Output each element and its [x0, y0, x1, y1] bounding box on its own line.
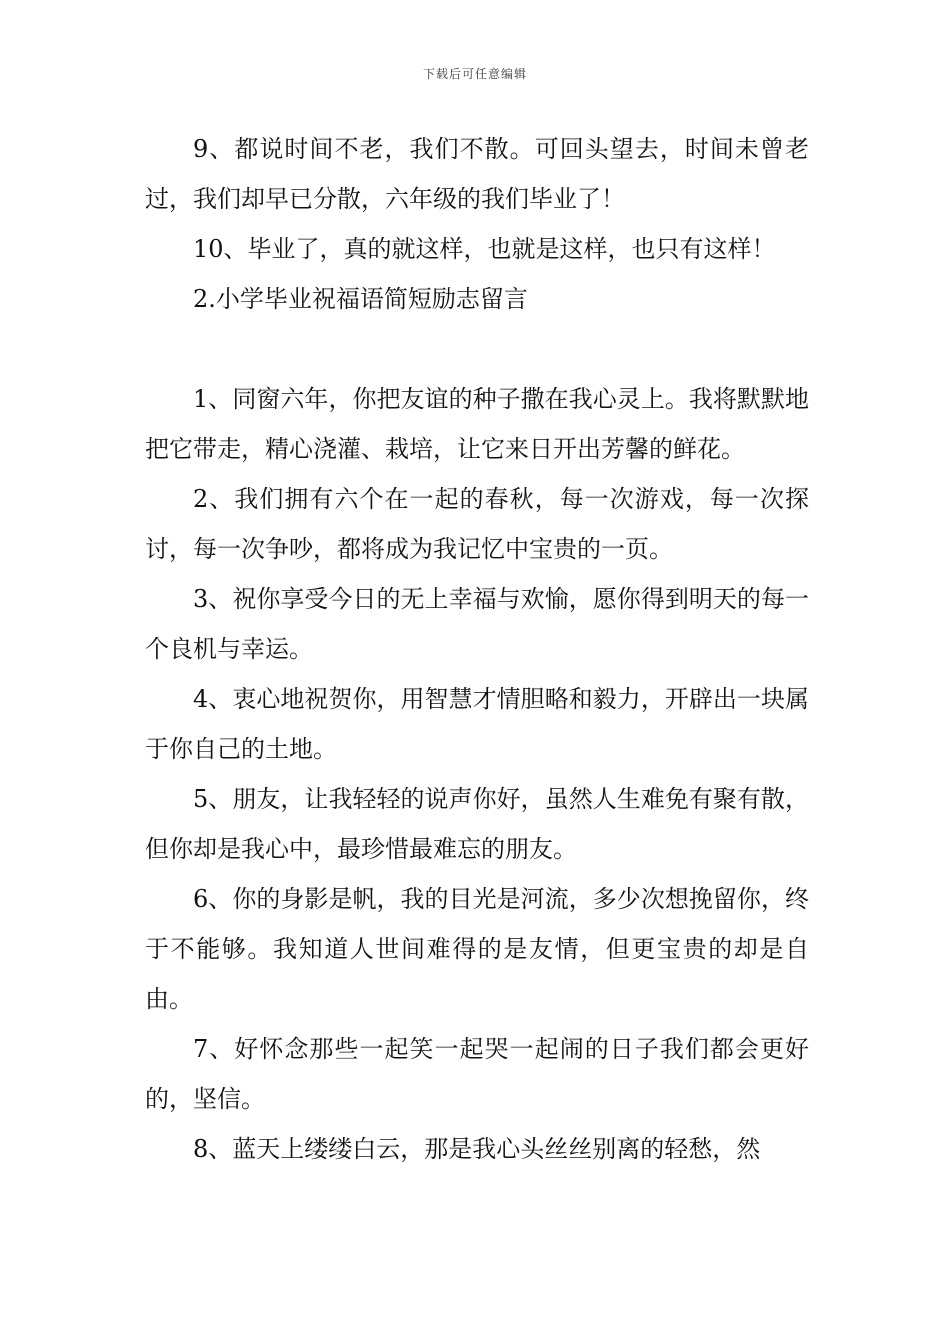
paragraph-item-1: 1、同窗六年，你把友谊的种子撒在我心灵上。我将默默地把它带走，精心浇灌、栽培，让它来日开出芳馨的鲜花。 — [145, 385, 809, 463]
blank-line — [145, 324, 809, 374]
page-header-note: 下载后可任意编辑 — [422, 67, 527, 81]
paragraph-item-9: 9、都说时间不老，我们不散。可回头望去，时间未曾老过，我们却早已分散，六年级的我们毕业了！ — [145, 135, 809, 213]
paragraph-item-7: 7、好怀念那些一起笑一起哭一起闹的日子我们都会更好的，坚信。 — [145, 1035, 809, 1113]
paragraph-item-10: 10、毕业了，真的就这样，也就是这样，也只有这样！ — [193, 235, 776, 263]
paragraph-item-6: 6、你的身影是帆，我的目光是河流，多少次想挽留你，终于不能够。我知道人世间难得的是友情，但更宝贵的却是自由。 — [145, 885, 809, 1013]
paragraph-item-8: 8、蓝天上缕缕白云，那是我心头丝丝别离的轻愁，然 — [193, 1135, 761, 1163]
document-body — [145, 124, 809, 1174]
paragraph-item-4: 4、衷心地祝贺你，用智慧才情胆略和毅力，开辟出一块属于你自己的土地。 — [145, 685, 809, 763]
section-heading: 2.小学毕业祝福语简短励志留言 — [193, 285, 528, 313]
paragraph-item-3: 3、祝你享受今日的无上幸福与欢愉，愿你得到明天的每一个良机与幸运。 — [145, 585, 809, 663]
paragraph-item-5: 5、朋友，让我轻轻的说声你好，虽然人生难免有聚有散，但你却是我心中，最珍惜最难忘的朋友。 — [145, 785, 809, 863]
paragraph-item-2: 2、我们拥有六个在一起的春秋，每一次游戏，每一次探讨，每一次争吵，都将成为我记忆中宝贵的一页。 — [145, 485, 809, 563]
